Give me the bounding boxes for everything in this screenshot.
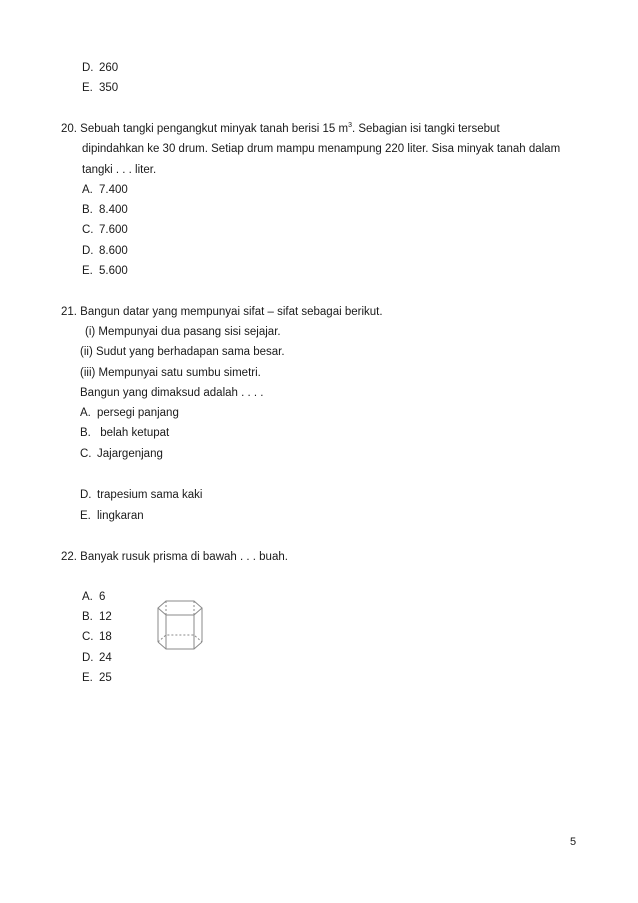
option-text: 350 xyxy=(99,82,119,94)
option-letter: B. xyxy=(82,611,93,623)
option-text: 25 xyxy=(99,672,112,684)
q21-option-c xyxy=(80,447,163,461)
hexagonal-prism-figure xyxy=(156,598,214,654)
option-letter: D. xyxy=(82,245,94,257)
q22-stem: 22. Banyak rusuk prisma di bawah . . . buah. xyxy=(61,551,288,563)
option-text: 6 xyxy=(99,591,106,603)
option-letter: C. xyxy=(80,448,92,460)
prism-bottom-hidden-edges xyxy=(158,635,202,642)
option-text: 5.600 xyxy=(99,265,128,277)
option-letter: D. xyxy=(82,652,94,664)
q20-option-d xyxy=(82,244,128,258)
q21-property-1: (i) Mempunyai dua pasang sisi sejajar. xyxy=(85,326,281,338)
q21-property-2: (ii) Sudut yang berhadapan sama besar. xyxy=(80,346,285,358)
option-text: trapesium sama kaki xyxy=(97,489,203,501)
q22-option-b xyxy=(82,610,112,624)
option-letter: E. xyxy=(80,510,91,522)
option-text: 7.600 xyxy=(99,224,128,236)
option-letter: A. xyxy=(82,591,93,603)
option-text: Jajargenjang xyxy=(97,448,163,460)
q21-option-a xyxy=(80,406,179,420)
q20-option-c xyxy=(82,223,128,237)
q21-option-d xyxy=(80,488,202,502)
q20-stem-text-a: 20. Sebuah tangki pengangkut minyak tanah berisi 15 m xyxy=(61,123,349,135)
option-letter: E. xyxy=(82,82,93,94)
option-text: belah ketupat xyxy=(97,427,170,439)
q19-option-e xyxy=(82,81,118,95)
option-letter: D. xyxy=(82,62,94,74)
option-letter: B. xyxy=(82,204,93,216)
option-text: 8.400 xyxy=(99,204,128,216)
option-letter: A. xyxy=(82,184,93,196)
q20-stem-line3: tangki . . . liter. xyxy=(82,164,157,176)
q20-stem-text-b: . Sebagian isi tangki tersebut xyxy=(351,123,500,135)
q22-option-d xyxy=(82,651,112,665)
option-letter: D. xyxy=(80,489,92,501)
q20-stem-line1 xyxy=(61,122,500,136)
q21-question: Bangun yang dimaksud adalah . . . . xyxy=(80,387,264,399)
option-text: 24 xyxy=(99,652,112,664)
q21-stem: 21. Bangun datar yang mempunyai sifat – sifat sebagai berikut. xyxy=(61,306,383,318)
q19-option-d xyxy=(82,61,118,75)
option-letter: E. xyxy=(82,265,93,277)
option-letter: E. xyxy=(82,672,93,684)
q20-option-a xyxy=(82,183,128,197)
q21-option-b xyxy=(80,426,169,440)
q20-stem-line2: dipindahkan ke 30 drum. Setiap drum mampu menampung 220 liter. Sisa minyak tanah dalam xyxy=(82,143,561,155)
option-text: lingkaran xyxy=(97,510,144,522)
q22-option-e xyxy=(82,671,112,685)
q20-option-b xyxy=(82,203,128,217)
q22-option-a xyxy=(82,590,105,604)
prism-top-face xyxy=(158,601,202,615)
option-text: 260 xyxy=(99,62,119,74)
option-text: 12 xyxy=(99,611,112,623)
option-letter: C. xyxy=(82,631,94,643)
q21-option-e xyxy=(80,509,144,523)
option-letter: A. xyxy=(80,407,91,419)
option-letter: C. xyxy=(82,224,94,236)
option-text: 7.400 xyxy=(99,184,128,196)
prism-bottom-front-edges xyxy=(158,642,202,649)
page-number: 5 xyxy=(570,836,577,848)
option-text: 8.600 xyxy=(99,245,128,257)
option-letter: B. xyxy=(80,427,91,439)
q22-option-c xyxy=(82,630,112,644)
option-text: persegi panjang xyxy=(97,407,179,419)
q20-superscript: 3 xyxy=(348,122,352,129)
q21-property-3: (iii) Mempunyai satu sumbu simetri. xyxy=(80,367,261,379)
option-text: 18 xyxy=(99,631,112,643)
q20-option-e xyxy=(82,264,128,278)
